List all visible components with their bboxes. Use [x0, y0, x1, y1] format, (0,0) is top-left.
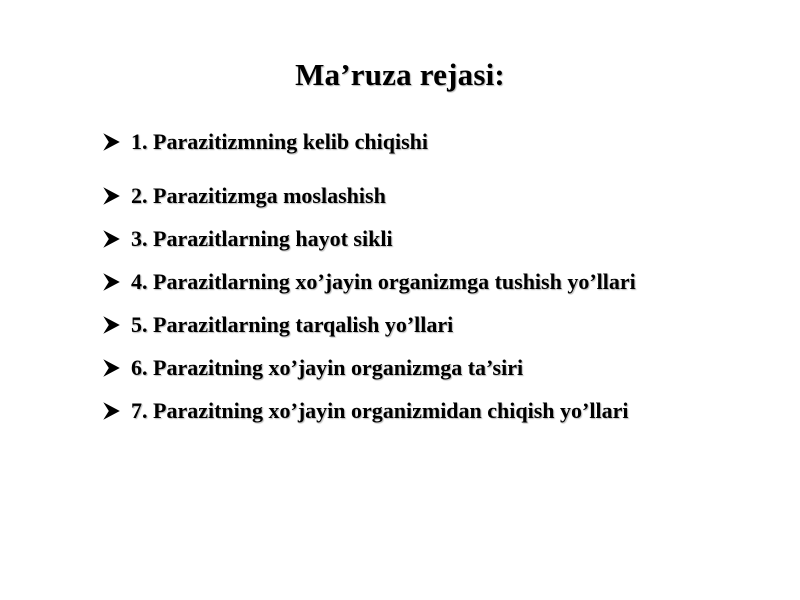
list-item: [100, 396, 628, 426]
arrowhead-bullet-icon: [100, 400, 122, 422]
arrowhead-bullet-icon: [100, 185, 122, 207]
list-item: [100, 224, 393, 254]
list-item-text: 1. Parazitizmning kelib chiqishi: [131, 129, 429, 154]
list-item: [100, 353, 523, 383]
list-item: [100, 310, 453, 340]
list-item: [100, 267, 636, 297]
list-item-text: 2. Parazitizmga moslashish: [131, 183, 386, 208]
list-item: [100, 127, 428, 157]
list-item-text: 3. Parazitlarning hayot sikli: [131, 226, 393, 251]
arrowhead-bullet-icon: [100, 131, 122, 153]
arrowhead-bullet-icon: [100, 271, 122, 293]
slide-title: Ma’ruza rejasi:: [295, 57, 505, 92]
list-item-text: 4. Parazitlarning xo’jayin organizmga tushish yo’llari: [131, 269, 636, 294]
arrowhead-bullet-icon: [100, 357, 122, 379]
list-item-text: 6. Parazitning xo’jayin organizmga ta’siri: [131, 355, 524, 380]
list-item-text: 7. Parazitning xo’jayin organizmidan chiqish yo’llari: [131, 398, 629, 423]
arrowhead-bullet-icon: [100, 314, 122, 336]
list-item-text: 5. Parazitlarning tarqalish yo’llari: [131, 312, 454, 337]
list-item: [100, 181, 386, 211]
arrowhead-bullet-icon: [100, 228, 122, 250]
